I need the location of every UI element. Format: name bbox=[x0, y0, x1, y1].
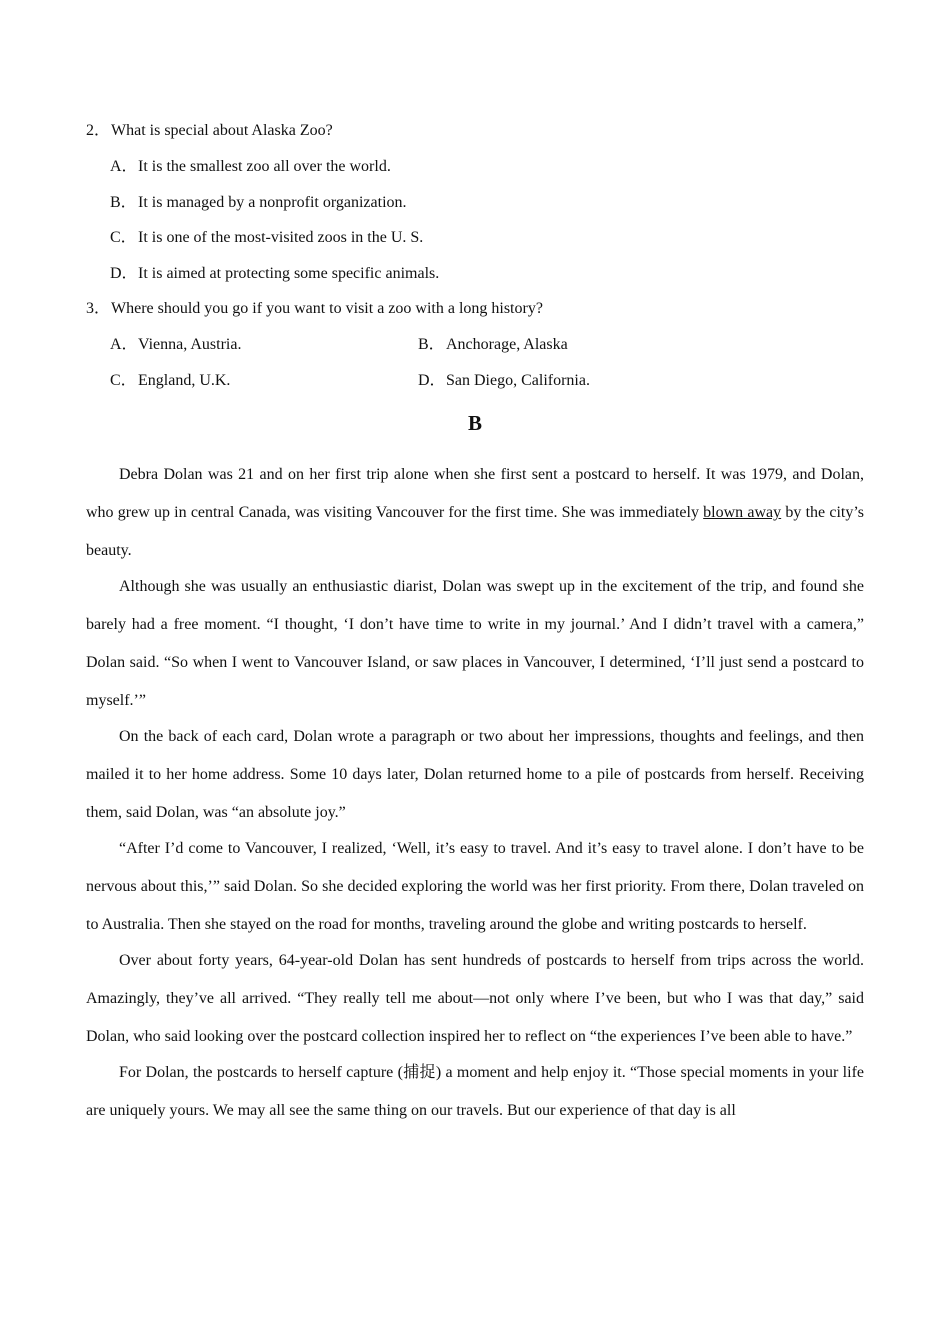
question-3-option-d bbox=[418, 367, 590, 390]
option-letter: C． bbox=[110, 372, 137, 389]
question-stem: Where should you go if you want to visit a zoo with a long history? bbox=[111, 300, 543, 317]
option-letter: A． bbox=[110, 336, 138, 353]
option-letter: B． bbox=[418, 336, 445, 353]
question-2 bbox=[86, 117, 333, 140]
question-stem: What is special about Alaska Zoo? bbox=[111, 122, 333, 139]
option-text: San Diego, California. bbox=[446, 372, 590, 389]
paragraph-4: “After I’d come to Vancouver, I realized, ‘Well, it’s easy to travel. And it’s easy to travel alone. I don’t have to be nervous about this,’” said Dolan. So she decided exploring the world was her first priority. From there, Dolan traveled on to Australia. Then she stayed on the road for months, traveling around the globe and writing postcards to herself. bbox=[86, 840, 864, 933]
paragraph-1 bbox=[86, 456, 864, 570]
paragraph-1-before: Debra Dolan was 21 and on her first trip alone when she first sent a postcard to herself. It was 1979, and Dolan, who grew up in central Canada, was visiting Vancouver for the first time. She was immediately bbox=[86, 466, 864, 521]
underlined-phrase: blown away bbox=[703, 504, 782, 521]
question-3-option-c bbox=[110, 367, 230, 390]
paragraph-3: On the back of each card, Dolan wrote a paragraph or two about her impressions, thoughts and feelings, and then mailed it to her home address. Some 10 days later, Dolan returned home to a pile of postcards from herself. Receiving them, said Dolan, was “an absolute joy.” bbox=[86, 728, 864, 821]
option-text: England, U.K. bbox=[138, 372, 231, 389]
question-3 bbox=[86, 295, 543, 318]
question-number: 2． bbox=[86, 122, 111, 139]
question-2-option-d bbox=[110, 260, 439, 283]
option-letter: D． bbox=[418, 372, 446, 389]
option-text: Anchorage, Alaska bbox=[446, 336, 568, 353]
option-text: Vienna, Austria. bbox=[138, 336, 242, 353]
question-2-option-a bbox=[110, 153, 391, 176]
paragraph-6: For Dolan, the postcards to herself capture (捕捉) a moment and help enjoy it. “Those special moments in your life are uniquely yours. We may all see the same thing on our travels. But our experience of that day is all bbox=[86, 1064, 864, 1119]
option-text: It is managed by a nonprofit organization. bbox=[138, 194, 407, 211]
option-letter: B． bbox=[110, 194, 137, 211]
question-2-option-c bbox=[110, 224, 423, 247]
question-3-option-a bbox=[110, 331, 241, 354]
question-number: 3． bbox=[86, 300, 111, 317]
question-3-option-b bbox=[418, 331, 568, 354]
option-text: It is aimed at protecting some specific animals. bbox=[138, 265, 440, 282]
section-title: B bbox=[467, 411, 482, 435]
option-text: It is one of the most-visited zoos in the U. S. bbox=[138, 229, 424, 246]
paragraph-1-after: by the city’s beauty. bbox=[86, 504, 865, 559]
option-letter: D． bbox=[110, 265, 138, 282]
option-letter: C． bbox=[110, 229, 137, 246]
reading-passage bbox=[86, 456, 864, 1128]
option-text: It is the smallest zoo all over the world. bbox=[138, 158, 391, 175]
option-letter: A． bbox=[110, 158, 138, 175]
question-2-option-b bbox=[110, 189, 407, 212]
paragraph-2: Although she was usually an enthusiastic diarist, Dolan was swept up in the excitement of the trip, and found she barely had a free moment. “I thought, ‘I don’t have time to write in my journal.’ And I didn’t travel with a camera,” Dolan said. “So when I went to Vancouver Island, or saw places in Vancouver, I determined, ‘I’ll just send a postcard to myself.’” bbox=[86, 578, 864, 709]
paragraph-5: Over about forty years, 64-year-old Dolan has sent hundreds of postcards to herself from trips across the world. Amazingly, they’ve all arrived. “They really tell me about—not only where I’ve been, but who I was that day,” said Dolan, who said looking over the postcard collection inspired her to reflect on “the experiences I’ve been able to have.” bbox=[86, 952, 864, 1045]
